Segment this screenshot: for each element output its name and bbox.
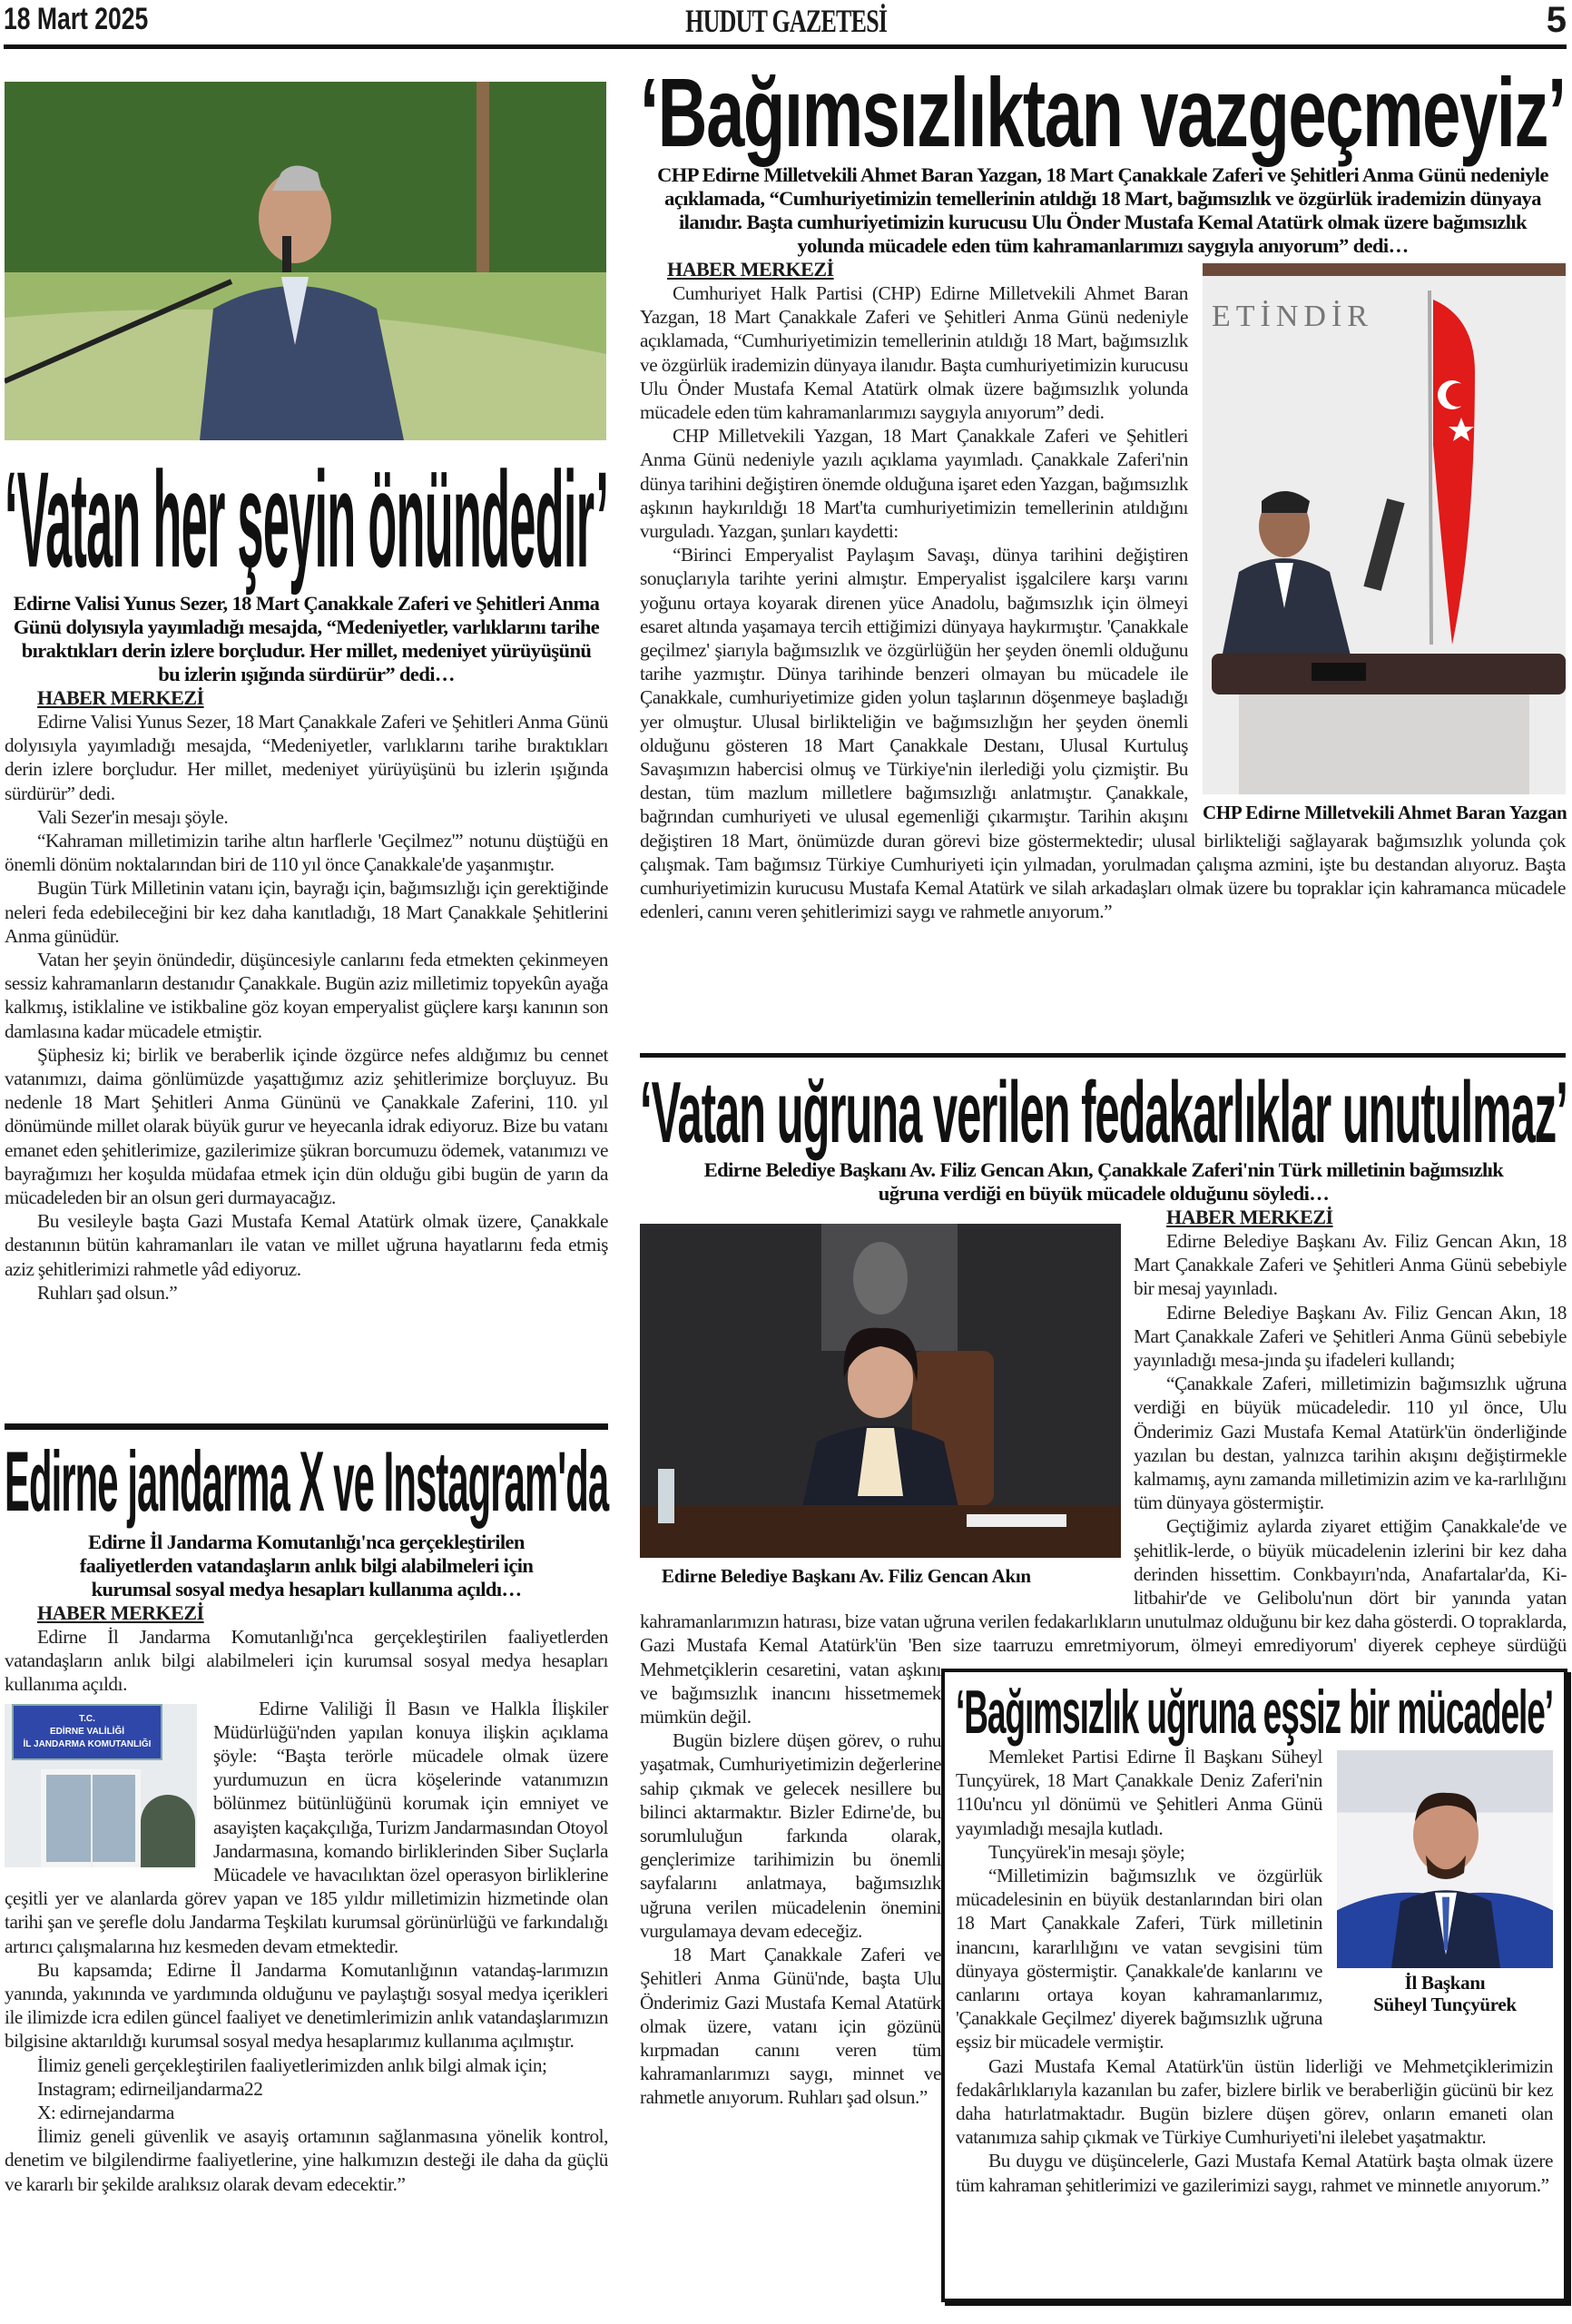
sign-line-2: EDİRNE VALİLİĞİ — [49, 1726, 125, 1737]
akin-photo — [640, 1224, 1121, 1558]
figure — [640, 1224, 1121, 1587]
article-headline: ‘Vatan uğruna verilen fedakarlıklar unutulmaz’ — [640, 1064, 1567, 1161]
figure — [1203, 263, 1566, 823]
headline-wrap — [5, 1433, 609, 1529]
article-headline: ‘Bağımsızlıktan vazgeçmeyiz’ — [640, 57, 1566, 167]
article-body — [640, 1206, 1567, 2196]
paragraph: “Milletimizin bağımsızlık ve özgürlük mücadelesinin en büyük destanlarından biri olan 18 Mart Çanakkale Zaferi, Türk milletinin inancını, kararlılığını ve vatan sevgisini tüm dünyaya göstermiştir. Çanakkale'de kanlarını ve canlarını ortaya koyan kahramanlarımız, 'Çanakkale Geçilmez' diyerek bağımsızlık uğruna eşsiz bir mücadele vermiştir. — [956, 1865, 1322, 2053]
byline: HABER MERKEZİ — [37, 1601, 204, 1624]
paragraph: İlimiz geneli güvenlik ve asayiş ortamının sağlanmasına yönelik kontrol, denetim ve bilgilendirme faaliyetlerine, yine halkımızın desteği ile daha da güçlü ve kararlı bir şekilde aralıksız olarak devam edecektir.” — [5, 2125, 608, 2195]
sign-line-3: İL JANDARMA KOMUTANLIĞI — [23, 1738, 152, 1749]
article-subhead: Edirne Valisi Yunus Sezer, 18 Mart Çanakkale Zaferi ve Şehitleri Anma Günü dolyısıyla yayımladığı mesajda, “Medeniyetler, varlıklarını tarihe bıraktıkları derin izlere borçludur. Her millet, medeniyet yürüyüşünü bu izlerin ışığında sürdürür” dedi… — [13, 592, 600, 685]
section-rule — [640, 1053, 1566, 1058]
headline-wrap — [5, 443, 609, 596]
paragraph: Edirne Valisi Yunus Sezer, 18 Mart Çanakkale Zaferi ve Şehitleri Anma Günü dolyısıyla yayımladığı mesajda, “Medeniyetler, varlıklarını tarihe bıraktıkları derin izlere borçludur. Her millet, medeniyet yürüyüşünü bu izlerin ışığında sürdürür” dedi. — [5, 711, 608, 804]
paragraph: Edirne Valiliği İl Basın ve Halkla İlişkiler Müdürlüğü'nden yapılan konuya ilişkin açıklama şöyle: “Başta terörle mücadele olmak üzere yurdumuzun en ücra köşelerinde vatanımızın bölünmez bütünlüğünü korumak için emniyet ve asayişten kaçakçılığa, Turizm Jandarmasından Otoyol Jandarmasına, komando birliklerinden Siber Suçlarla Mücadele ve havacılıktan özel operasyon birliklerine çeşitli yer ve alanlarda görev yapan ve 185 yıldır milletimizin hizmetinde olan tarihi şan ve şerefle dolu Jandarma Teşkilatı kurumsal görünürlüğü ve farkındalığı artırıcı çalışmalarına hız kesmeden devam etmektedir. — [5, 1697, 608, 1957]
paragraph: “Birinci Emperyalist Paylaşım Savaşı, dünya tarihini değiştiren sonuçlarıyla tarihte yerini almıştır. Emperyalist işgalcilere karşı varını yoğunu ortaya koyarak direnen yüce Anadolu, bağımsızlık için ölmeyi esaret altında yaşamaya tercih ettiğimizi dünyaya haykırmıştır. 'Çanakkale geçilmez' şiarıyla bağımsızlık ve özgürlüğün her şeyden önemli olduğunu tarihe yazmıştır. Dünya tarihinde benzeri olmayan bu mücadele ile Çanakkale, cumhuriyetimize giden yolun taşlarının döşenmeye başladığı yer olmuştur. Ulusal birlikteliğin ve bağımsızlığın her şeyden önemli olduğunu gösteren 18 Mart Çanakkale Destanı, Ulusal Kurtuluş Savaşımızın habercisi olmuş ve Türkiye'nin ilerlediği yolu çizmiştir. Bu destan, tüm mazlum milletlere bağımsızlığı anlatmıştır. Çanakkale, bağrından cumhuriyeti ve ulusal egemenliği çıkarmıştır. Tarihin akışını değiştiren 18 Mart, önümüzde duran görevi bize göstermektedir; ulusal birlikteliği sağlayarak bağımsızlık yolunda çok çalışmak. Tam bağımsız Türkiye Cumhuriyeti için yılmadan, yorulmadan çalışma azmini, işte bu destandan alıyoruz. Başta cumhuriyetimizin kurucusu Mustafa Kemal Atatürk ve silah arkadaşları olmak üzere bu topraklar için kahramanca mücadele edenleri, canını veren şehitlerimizi saygı ve rahmetle anıyorum.” — [640, 544, 1566, 923]
header-rule — [4, 44, 1567, 49]
article-body — [956, 1745, 1553, 2197]
paragraph: Memleket Partisi Edirne İl Başkanı Süheyl Tunçyürek, 18 Mart Çanakkale Deniz Zaferi'nin 110u'ncu yıl dönümü ve Şehitleri Anma Günü yayımladığı mesajla kutladı. — [956, 1746, 1322, 1839]
article-headline: Edirne jandarma X ve Instagram'da — [5, 1433, 609, 1529]
photo-caption: Edirne Belediye Başkanı Av. Filiz Gencan Akın — [662, 1565, 1031, 1587]
article-subhead: Edirne İl Jandarma Komutanlığı'nca gerçekleştirilen faaliyetlerden vatandaşların anlık bilgi alabilmeleri için kurumsal sosyal medya hesapları kullanıma açıldı… — [79, 1531, 534, 1600]
article-body — [640, 281, 1566, 923]
paragraph: Edirne İl Jandarma Komutanlığı'nca gerçekleştirilen faaliyetlerden vatandaşların anlık bilgi alabilmeleri için kurumsal sosyal medya hesapları kullanıma açıldı. — [5, 1626, 608, 1696]
article-tuncyurek — [941, 1669, 1567, 2302]
paragraph: Bugün Türk Milletinin vatanı için, bayrağı için, bağımsızlığı için gerektiğinde neleri feda edebileceğini bir kez daha kanıtladığı, 18 Mart Çanakkale Şehitlerini Anma günüdür. — [5, 877, 608, 947]
governor-photo — [5, 82, 606, 440]
paragraph: Instagram; edirneiljandarma22 — [37, 2077, 263, 2100]
paragraph: Cumhuriyet Halk Partisi (CHP) Edirne Milletvekili Ahmet Baran Yazgan, 18 Mart Çanakkale Zaferi ve Şehitleri Anma Günü nedeniyle açıklamada, “Cumhuriyetimizin temellerinin atıldığı 18 Mart, bağımsızlık ve özgürlük irademizin dünyaya ilanıdır. Başta cumhuriyetimizin kurucusu Ulu Önder Mustafa Kemal Atatürk olmak üzere bağımsızlık yolunda mücadele eden tüm kahramanlarımızı saygıyla anıyorum” dedi. — [640, 282, 1188, 424]
article-chp — [640, 57, 1567, 923]
paragraph: “Çanakkale Zaferi, milletimizin bağımsızlık uğruna verdiği en büyük mücadeledir. 110 yıl önce, Ulu Önderimiz Gazi Mustafa Kemal Atatürk'ün önderliğinde yazılan bu destan, yalnızca tarihin akışını değiştirmekle kalmamış, aynı zamanda milletimizin azim ve ka-rarlılığını tüm dünyaya göstermiştir. — [1134, 1373, 1567, 1514]
paragraph: Geçtiğimiz aylarda ziyaret ettiğim Çanakkale'de ve şehitlik-lerde, o büyük mücadelenin izlerini bir kez daha derinden hissettim. Conkbayırı'nda, Anafartalar'da, Ki-litbahir'de ve Gelibolu'nun dört bir yanında yatan kahramanlarımızın hatırası, bize vatan uğruna verilen fedakarlıkların unutulmaz olduğunu bir kez daha gösterdi. O topraklarda, Gazi Mustafa Kemal Atatürk'ün 'Ben size taarruzu emretmiyorum, ölmeyi emrediyorum' diyerek cepheye sürdüğü Mehmetçiklerin cesaretini, vatan aşkını ve bağımsızlık inancını hissetmemek mümkün değil. — [640, 1515, 1567, 1728]
tuncyurek-photo — [1337, 1750, 1553, 1968]
article-governor — [5, 443, 609, 1305]
paragraph: “Kahraman milletimizin tarihe altın harflerle 'Geçilmez'” notunu düştüğü en önemli dönüm noktalarından biri de 110 yıl önce Çanakkale'de yaşanmıştır. — [5, 830, 608, 876]
section-rule — [5, 1423, 608, 1430]
paragraph: Şüphesiz ki; birlik ve beraberlik içinde özgürce nefes aldığımız bu cennet vatanımızı, daima gönlümüzde yaşattığımız aziz şehitlerimize borçluyuz. Bu nedenle 18 Mart Şehitleri Anma Gününü ve Çanakkale Zaferini, 110. yıl dönümünde millet olarak büyük gurur ve heyecanla idrak ediyoruz. Bize bu vatanı emanet eden şehitlerimize, gazilerimize şükran borcumuzu ödemek, vatanımızı ve bayrağımızı her koşulda müdafaa etmek için dün olduğu gibi bugün de yarın da mücadeleden bir an olsun geri durmayacağız. — [5, 1043, 608, 1209]
article-body — [5, 1625, 608, 2196]
byline: HABER MERKEZİ — [1166, 1206, 1333, 1228]
article-akin — [640, 1064, 1567, 2308]
article-headline: ‘Vatan her şeyin önündedir’ — [5, 443, 609, 596]
photo-wall-lettering: ETİNDİR — [1212, 300, 1373, 333]
headline-wrap — [956, 1679, 1553, 1745]
masthead-title: HUDUT GAZETESİ — [684, 3, 888, 39]
byline: HABER MERKEZİ — [37, 686, 204, 709]
paragraph: Edirne Belediye Başkanı Av. Filiz Gencan Akın, 18 Mart Çanakkale Zaferi ve Şehitleri Anma Günü sebebiyle yayınladığı mesa-jında şu ifadeleri kullandı; — [1134, 1301, 1567, 1372]
paragraph: Tunçyürek'in mesajı şöyle; — [988, 1840, 1185, 1863]
headline-wrap — [640, 1064, 1567, 1161]
photo-caption-name: Süheyl Tunçyürek — [1373, 1994, 1517, 2015]
paragraph: Edirne Belediye Başkanı Av. Filiz Gencan Akın, 18 Mart Çanakkale Zaferi ve Şehitleri Anma Günü sebebiyle bir mesaj yayınladı. — [1134, 1230, 1567, 1300]
article-body — [5, 710, 608, 1305]
paragraph: Vatan her şeyin önündedir, düşüncesiyle canlarını feda etmekten çekinmeyen sessiz kahramanların destanıdır Çanakkale. Bugün aziz milletimiz topyekûn ayağa kalkmış, istiklaline ve istikbaline göz koyan emperyalist güçlere karşı kanının son damlasına kadar mücadele etmiştir. — [5, 949, 608, 1042]
paragraph: Bugün bizlere düşen görev, o ruhu yaşatmak, Cumhuriyetimizin değerlerine sahip çıkmak ve gelecek nesillere bu bilinci aktarmaktır. Bizler Edirne'de, bu sorumluluğun farkında olarak, gençlerimize tarihimizin bu önemli sayfalarını anlatmaya, bağımsızlık uğruna verilen mücadelenin önemini vurgulamaya devam edeceğiz. — [640, 1729, 941, 1942]
sign-line-1: T.C. — [79, 1713, 95, 1724]
paragraph: Vali Sezer'in mesajı şöyle. — [37, 805, 229, 828]
paragraph: Bu kapsamda; Edirne İl Jandarma Komutanlığının vatandaş-larımızın yanında, yakınında ve yardımında olduğunu ve paylaştığı sosyal medya içerikleri ile ilimizde icra edilen güncel faaliyet ve denetimlerimizin anlık vatandaşlarımızın bilgisine aktarıldığı kurumsal sosyal medya hesaplarımız kullanıma açılmıştır. — [5, 1958, 608, 2053]
page-number: 5 — [1546, 0, 1567, 40]
article-jandarma — [5, 1433, 609, 2196]
paragraph: Ruhları şad olsun.” — [37, 1281, 178, 1304]
paragraph: İlimiz geneli gerçekleştirilen faaliyetlerimizden anlık bilgi almak için; — [37, 2053, 547, 2076]
paragraph: X: edirnejandarma — [37, 2102, 174, 2124]
figure — [1337, 1750, 1553, 2015]
jandarma-building-photo — [5, 1704, 197, 1867]
byline: HABER MERKEZİ — [667, 258, 834, 281]
photo-caption: CHP Edirne Milletvekili Ahmet Baran Yazgan — [1203, 802, 1567, 823]
paragraph: 18 Mart Çanakkale Zaferi ve Şehitleri Anma Günü'nde, başta Ulu Önderimiz Gazi Mustafa Kemal Atatürk olmak üzere, vatanı için gözünü kırpmadan canını veren tüm kahramanlarımızı saygı, minnet ve rahmetle anıyorum. Ruhları şad olsun.” — [640, 1944, 941, 2109]
headline-wrap — [640, 57, 1566, 167]
paragraph: Bu duygu ve düşüncelerle, Gazi Mustafa Kemal Atatürk başta olmak üzere tüm kahraman şehitlerimizi ve gazilerimizi saygı, rahmet ve minnetle anıyorum.” — [956, 2150, 1553, 2196]
paragraph: Bu vesileyle başta Gazi Mustafa Kemal Atatürk olmak üzere, Çanakkale destanının bütün kahramanları ile vatan ve millet uğruna hayatlarını feda etmiş aziz şehitlerimizi rahmetle yâd ediyoruz. — [5, 1210, 608, 1280]
article-headline: ‘Bağımsızlık uğruna eşsiz bir mücadele’ — [956, 1678, 1553, 1747]
paragraph: CHP Milletvekili Yazgan, 18 Mart Çanakkale Zaferi ve Şehitleri Anma Günü nedeniyle yazılı açıklama yayımladı. Çanakkale Zaferi'nin dünya tarihini değiştiren önemde olduğuna işaret eden Yazgan, bağımsızlık aşkının haykırıldığı 18 Mart'ta cumhuriyetimizin temellerinin atıldığını vurguladı. Yazgan, şunları kaydetti: — [640, 425, 1188, 543]
issue-date: 18 Mart 2025 — [4, 2, 149, 36]
paragraph: Gazi Mustafa Kemal Atatürk'ün üstün liderliği ve Mehmetçiklerimizin fedakârlıklarıyla kazanılan bu zafer, bizlere birlik ve beraberliğin gücünü bir kez daha hatırlatmaktadır. Bugün bizlere düşen görev, onların emaneti olan vatanımıza sahip çıkmak ve Türkiye Cumhuriyeti'ni ilelebet yaşatmaktır. — [956, 2054, 1553, 2149]
photo-caption-title: İl Başkanı — [1404, 1972, 1486, 1994]
article-subhead: CHP Edirne Milletvekili Ahmet Baran Yazgan, 18 Mart Çanakkale Zaferi ve Şehitleri Anma Günü nedeniyle açıklamada, “Cumhuriyetimizin temellerinin atıldığı 18 Mart, bağımsızlık ve özgürlük irademizin dünyaya ilanıdır. Başta cumhuriyetimizin kurucusu Ulu Önder Mustafa Kemal Atatürk olmak üzere bağımsızlık yolunda mücadele eden tüm kahramanlarımızı saygıyla anıyorum” dedi… — [657, 163, 1548, 257]
masthead — [0, 2, 1572, 40]
article-subhead: Edirne Belediye Başkanı Av. Filiz Gencan Akın, Çanakkale Zaferi'nin Türk milletinin bağımsızlık uğruna verdiği en büyük mücadele olduğunu söyledi… — [703, 1158, 1504, 1205]
yazgan-photo — [1203, 263, 1566, 794]
